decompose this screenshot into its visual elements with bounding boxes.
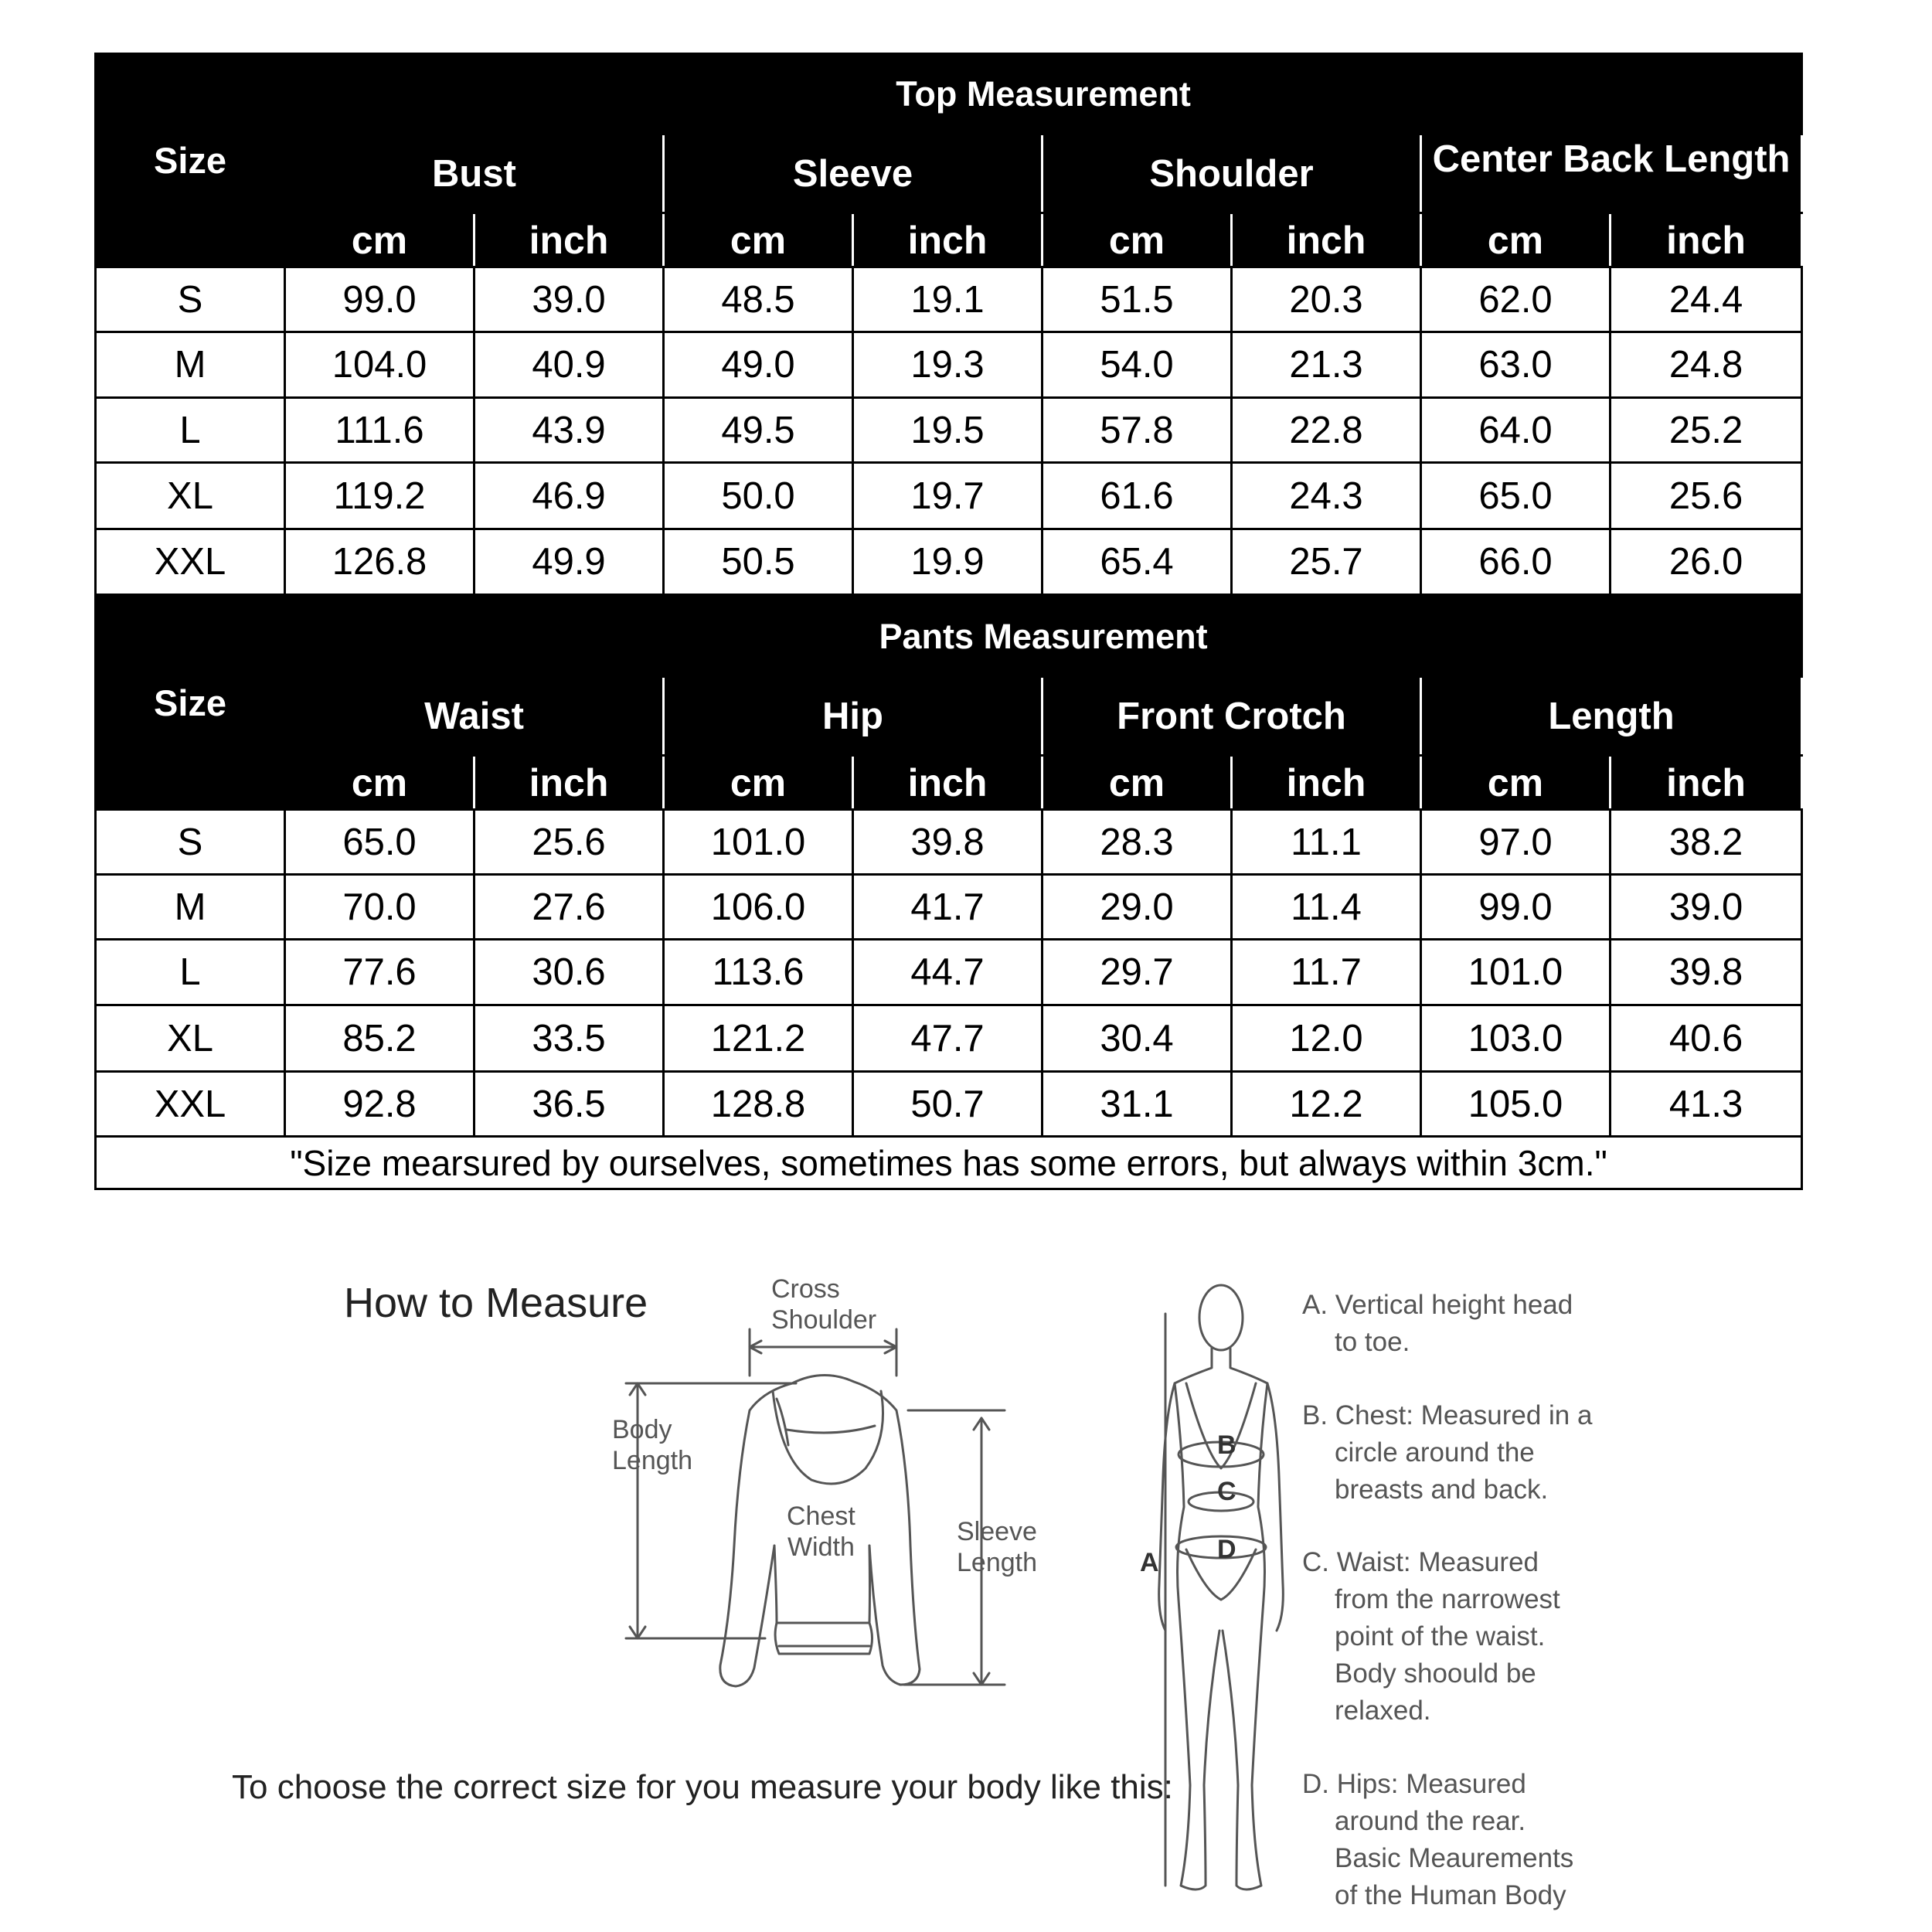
value-cell: 11.7	[1232, 940, 1421, 1005]
unit-header: cm	[664, 213, 853, 267]
size-cell: S	[96, 810, 285, 875]
group-header-front-crotch: Front Crotch	[1043, 677, 1421, 756]
size-cell: L	[96, 398, 285, 463]
definition-d: D. Hips: Measured around the rear. Basic Meaurements of the Human Body	[1302, 1769, 1574, 1910]
value-cell: 65.0	[1421, 463, 1611, 529]
value-cell: 85.2	[285, 1005, 474, 1072]
group-header-sleeve: Sleeve	[664, 134, 1043, 213]
value-cell: 31.1	[1043, 1072, 1232, 1137]
top-measurement-table	[94, 53, 1803, 596]
sleeve-length-label: Sleeve Length	[957, 1517, 1037, 1577]
value-cell: 103.0	[1421, 1005, 1611, 1072]
table-row	[96, 332, 1802, 398]
value-cell: 19.7	[853, 463, 1043, 529]
unit-header: inch	[474, 756, 664, 810]
table-row	[96, 810, 1802, 875]
value-cell: 57.8	[1043, 398, 1232, 463]
value-cell: 48.5	[664, 267, 853, 332]
size-header: Size	[96, 54, 285, 267]
value-cell: 61.6	[1043, 463, 1232, 529]
value-cell: 92.8	[285, 1072, 474, 1137]
value-cell: 28.3	[1043, 810, 1232, 875]
table-title: Pants Measurement	[285, 597, 1802, 677]
value-cell: 49.0	[664, 332, 853, 398]
value-cell: 65.4	[1043, 529, 1232, 595]
value-cell: 46.9	[474, 463, 664, 529]
unit-header: inch	[1232, 213, 1421, 267]
size-cell: XXL	[96, 529, 285, 595]
marker-a: A	[1140, 1548, 1159, 1577]
value-cell: 66.0	[1421, 529, 1611, 595]
group-header-length: Length	[1421, 677, 1802, 756]
value-cell: 113.6	[664, 940, 853, 1005]
value-cell: 39.8	[853, 810, 1043, 875]
value-cell: 65.0	[285, 810, 474, 875]
value-cell: 44.7	[853, 940, 1043, 1005]
group-header-bust: Bust	[285, 134, 664, 213]
value-cell: 25.2	[1611, 398, 1802, 463]
value-cell: 29.7	[1043, 940, 1232, 1005]
value-cell: 39.8	[1611, 940, 1802, 1005]
unit-header: inch	[1611, 756, 1802, 810]
value-cell: 19.3	[853, 332, 1043, 398]
marker-d: D	[1217, 1535, 1236, 1564]
definition-b: B. Chest: Measured in a circle around the breasts and back.	[1302, 1400, 1593, 1505]
value-cell: 40.6	[1611, 1005, 1802, 1072]
value-cell: 104.0	[285, 332, 474, 398]
definition-c: C. Waist: Measured from the narrowest point of the waist. Body shoould be relaxed.	[1302, 1547, 1560, 1726]
unit-header: cm	[285, 756, 474, 810]
value-cell: 27.6	[474, 875, 664, 940]
size-cell: M	[96, 875, 285, 940]
value-cell: 50.0	[664, 463, 853, 529]
value-cell: 50.5	[664, 529, 853, 595]
value-cell: 47.7	[853, 1005, 1043, 1072]
unit-header: inch	[474, 213, 664, 267]
value-cell: 19.5	[853, 398, 1043, 463]
value-cell: 29.0	[1043, 875, 1232, 940]
value-cell: 26.0	[1611, 529, 1802, 595]
size-cell: XL	[96, 1005, 285, 1072]
value-cell: 25.7	[1232, 529, 1421, 595]
pants-table-body	[96, 810, 1802, 1137]
size-header: Size	[96, 597, 285, 810]
value-cell: 51.5	[1043, 267, 1232, 332]
unit-header: cm	[664, 756, 853, 810]
value-cell: 40.9	[474, 332, 664, 398]
value-cell: 70.0	[285, 875, 474, 940]
value-cell: 97.0	[1421, 810, 1611, 875]
table-row	[96, 463, 1802, 529]
unit-header: inch	[1611, 213, 1802, 267]
table-row	[96, 1005, 1802, 1072]
table-note: "Size mearsured by ourselves, sometimes has some errors, but always within 3cm."	[96, 1137, 1802, 1189]
value-cell: 50.7	[853, 1072, 1043, 1137]
value-cell: 63.0	[1421, 332, 1611, 398]
unit-header: cm	[1043, 213, 1232, 267]
group-header-hip: Hip	[664, 677, 1043, 756]
measure-instruction: To choose the correct size for you measure your body like this:	[232, 1768, 1173, 1806]
value-cell: 128.8	[664, 1072, 853, 1137]
group-header-waist: Waist	[285, 677, 664, 756]
group-header-shoulder: Shoulder	[1043, 134, 1421, 213]
top-table-body	[96, 267, 1802, 595]
unit-header: cm	[1421, 213, 1611, 267]
value-cell: 19.1	[853, 267, 1043, 332]
unit-header: inch	[853, 213, 1043, 267]
size-cell: L	[96, 940, 285, 1005]
value-cell: 99.0	[285, 267, 474, 332]
size-cell: S	[96, 267, 285, 332]
body-length-label: Body Length	[612, 1415, 692, 1475]
value-cell: 11.4	[1232, 875, 1421, 940]
value-cell: 11.1	[1232, 810, 1421, 875]
unit-header: cm	[1421, 756, 1611, 810]
table-row	[96, 875, 1802, 940]
value-cell: 126.8	[285, 529, 474, 595]
pants-measurement-table	[94, 595, 1803, 1190]
value-cell: 22.8	[1232, 398, 1421, 463]
value-cell: 24.3	[1232, 463, 1421, 529]
table-row	[96, 529, 1802, 595]
value-cell: 99.0	[1421, 875, 1611, 940]
size-cell: XXL	[96, 1072, 285, 1137]
marker-b: B	[1217, 1430, 1236, 1460]
value-cell: 39.0	[1611, 875, 1802, 940]
value-cell: 25.6	[474, 810, 664, 875]
value-cell: 36.5	[474, 1072, 664, 1137]
value-cell: 43.9	[474, 398, 664, 463]
table-row	[96, 398, 1802, 463]
how-to-measure-title: How to Measure	[344, 1280, 648, 1326]
value-cell: 105.0	[1421, 1072, 1611, 1137]
cross-shoulder-label: Cross Shoulder	[771, 1274, 877, 1335]
value-cell: 54.0	[1043, 332, 1232, 398]
table-row	[96, 267, 1802, 332]
value-cell: 25.6	[1611, 463, 1802, 529]
marker-c: C	[1217, 1477, 1236, 1506]
value-cell: 49.5	[664, 398, 853, 463]
value-cell: 111.6	[285, 398, 474, 463]
value-cell: 41.7	[853, 875, 1043, 940]
size-cell: M	[96, 332, 285, 398]
value-cell: 20.3	[1232, 267, 1421, 332]
value-cell: 77.6	[285, 940, 474, 1005]
value-cell: 64.0	[1421, 398, 1611, 463]
value-cell: 12.0	[1232, 1005, 1421, 1072]
value-cell: 62.0	[1421, 267, 1611, 332]
value-cell: 49.9	[474, 529, 664, 595]
value-cell: 24.8	[1611, 332, 1802, 398]
value-cell: 101.0	[664, 810, 853, 875]
unit-header: cm	[1043, 756, 1232, 810]
value-cell: 106.0	[664, 875, 853, 940]
value-cell: 21.3	[1232, 332, 1421, 398]
value-cell: 33.5	[474, 1005, 664, 1072]
unit-header: cm	[285, 213, 474, 267]
value-cell: 121.2	[664, 1005, 853, 1072]
chest-width-label: Chest Width	[787, 1502, 855, 1562]
human-body-diagram	[1144, 1275, 1298, 1909]
value-cell: 19.9	[853, 529, 1043, 595]
group-header-center-back-length: Center Back Length	[1421, 134, 1802, 213]
size-cell: XL	[96, 463, 285, 529]
value-cell: 30.4	[1043, 1005, 1232, 1072]
value-cell: 12.2	[1232, 1072, 1421, 1137]
value-cell: 38.2	[1611, 810, 1802, 875]
value-cell: 41.3	[1611, 1072, 1802, 1137]
unit-header: inch	[853, 756, 1043, 810]
table-row	[96, 1072, 1802, 1137]
definition-a: A. Vertical height head to toe.	[1302, 1290, 1573, 1357]
value-cell: 101.0	[1421, 940, 1611, 1005]
value-cell: 119.2	[285, 463, 474, 529]
value-cell: 39.0	[474, 267, 664, 332]
table-title: Top Measurement	[285, 54, 1802, 134]
value-cell: 24.4	[1611, 267, 1802, 332]
value-cell: 30.6	[474, 940, 664, 1005]
unit-header: inch	[1232, 756, 1421, 810]
table-row	[96, 940, 1802, 1005]
